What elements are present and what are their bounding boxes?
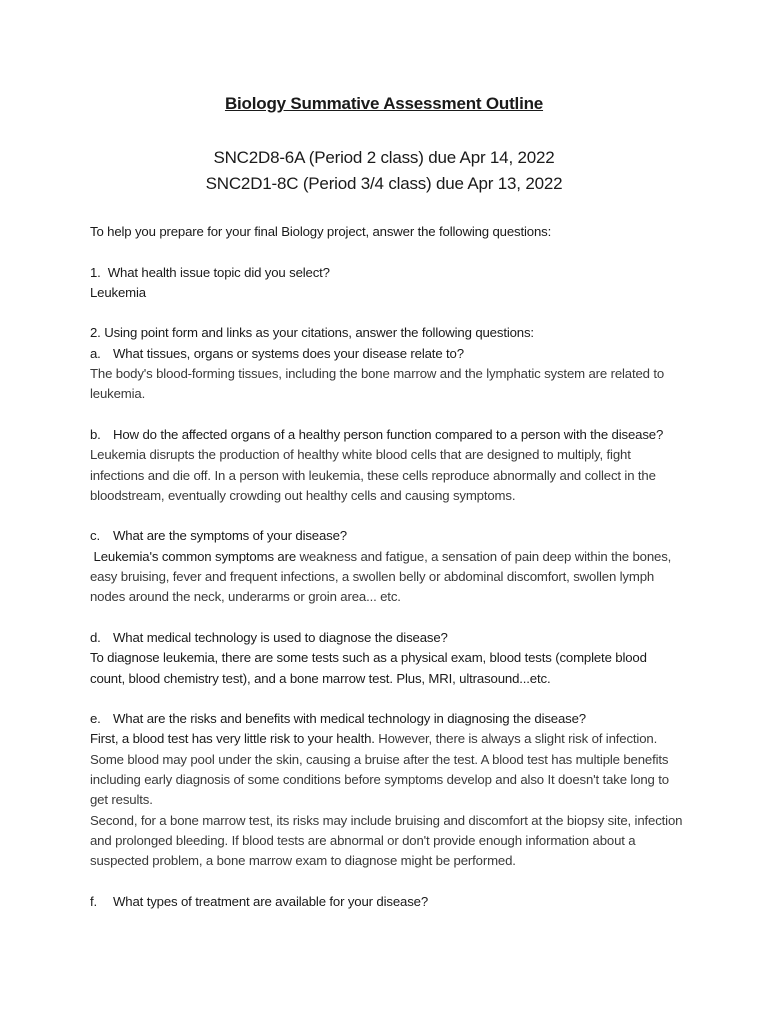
answer-2e: [90, 729, 684, 810]
question-2d-label: d.: [90, 629, 101, 645]
question-2e-label: e.: [90, 711, 101, 727]
answer-2c: [90, 547, 684, 608]
question-2a: [90, 344, 684, 364]
question-2d: [90, 628, 684, 648]
answer-2d: To diagnose leukemia, there are some tests such as a physical exam, blood tests (complete blood count, blood chemistry test), and a bone marrow test. Plus, MRI, ultrasound...etc.: [90, 650, 647, 686]
question-1-label: 1.: [90, 264, 101, 280]
question-2f-text: What types of treatment are available for your disease?: [113, 893, 429, 909]
question-2b: [90, 425, 684, 445]
question-2a-text: What tissues, organs or systems does your disease relate to?: [113, 345, 464, 361]
question-2c-text: What are the symptoms of your disease?: [113, 528, 347, 544]
question-2d-text: What medical technology is used to diagnose the disease?: [113, 629, 448, 645]
question-2b-label: b.: [90, 426, 101, 442]
question-2e: [90, 709, 684, 729]
question-1-text: What health issue topic did you select?: [107, 264, 330, 280]
question-2c: [90, 526, 684, 546]
question-2a-label: a.: [90, 345, 101, 361]
question-2c-label: c.: [90, 528, 100, 544]
due-date-line-2: SNC2D1-8C (Period 3/4 class) due Apr 13, 2022: [205, 174, 563, 193]
question-2b-text: How do the affected organs of a healthy person function compared to a person with the disease?: [113, 426, 664, 442]
document-title: Biology Summative Assessment Outline: [224, 94, 544, 113]
document-body: [90, 222, 684, 912]
due-date-line-1: SNC2D8-6A (Period 2 class) due Apr 14, 2022: [213, 148, 555, 167]
answer-2e-second: Second, for a bone marrow test, its risks may include bruising and discomfort at the biopsy site, infection and prolonged bleeding. If blood tests are abnormal or don't provide enough information about a suspected problem, a bone marrow exam to diagnose might be performed.: [90, 812, 683, 869]
question-2-prompt: 2. Using point form and links as your citations, answer the following questions:: [90, 325, 534, 341]
answer-2b: Leukemia disrupts the production of healthy white blood cells that are designed to multiply, fight infections and die off. In a person with leukemia, these cells reproduce abnormally and collect in the bloodstream, eventually crowding out healthy cells and causing symptoms.: [90, 447, 656, 503]
question-1: [90, 263, 684, 283]
answer-2e-rest: However, there is always a slight risk of infection. Some blood may pool under the skin, causing a bruise after the test. A blood test has multiple benefits including early diagnosis of some conditions before symptoms develop and also It doesn't take long to get results.: [90, 731, 669, 808]
answer-2a: The body's blood-forming tissues, including the bone marrow and the lymphatic system are related to leukemia.: [90, 366, 665, 402]
question-2e-text: What are the risks and benefits with medical technology in diagnosing the disease?: [113, 711, 586, 727]
question-2f: [90, 892, 684, 912]
intro-text: To help you prepare for your final Biology project, answer the following questions:: [90, 224, 552, 239]
answer-2c-lead: Leukemia's common symptoms are: [93, 548, 297, 564]
question-2f-label: f.: [90, 893, 98, 909]
answer-2c-rest: weakness and fatigue, a sensation of pain deep within the bones, easy bruising, fever and frequent infections, a swollen belly or abdominal discomfort, swollen lymph nodes around the neck, underarms or groin area... etc.: [90, 548, 672, 605]
answer-1: Leukemia: [90, 284, 146, 300]
answer-2e-lead: First, a blood test has very little risk to your health.: [90, 731, 375, 747]
